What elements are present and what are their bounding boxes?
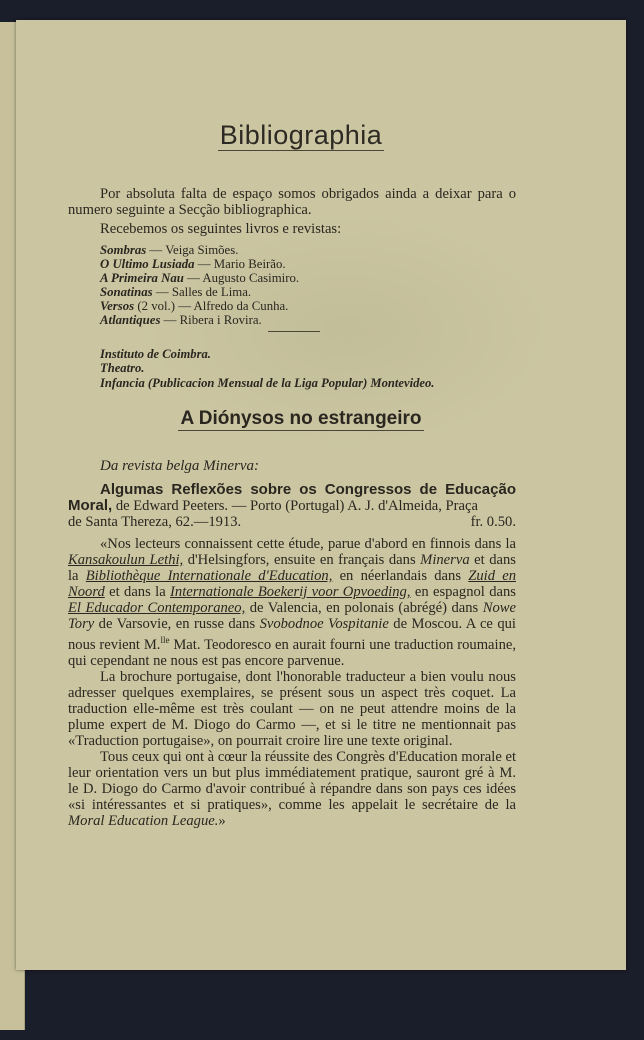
review-paragraph-3: Tous ceux qui ont à cœur la réussite des Congrès d'Education morale et leur orientation vers un but plus immédiatement pratique, sauront gré à M. le D. Diogo do Carmo d'avoir contribué à répandre dans son pays ces idées «si intéressantes et si pratiques», comme les appelait le secrétaire de la Moral Education League.» [68, 748, 516, 829]
book-entry: Sonatinas — Salles de Lima. [100, 285, 252, 299]
review-paragraph-2: La brochure portugaise, dont l'honorable traducteur a bien voulu nous adresser quelques exemplaires, se présent sous un aspect très coquet. La traduction elle-même est très coulant — on ne peut attendre moins de la plume expert de M. Diogo do Carmo —, et si le titre ne mentionnait pas «Traduction portugaise», on pourrait croire lire une texte original. [68, 668, 516, 749]
book-entry: Versos (2 vol.) — Alfredo da Cunha. [100, 299, 289, 313]
book-entry: O Ultimo Lusiada — Mario Beirão. [100, 257, 286, 271]
review-paragraph-1: «Nos lecteurs connaissent cette étude, parue d'abord en finnois dans la Kansakoulun Lethi, d'Helsingfors, ensuite en français dans Minerva et dans la Bibliothèque Internationale d'Education, en néerlandais dans Zuid en Noord et dans la Internationale Boekerij voor Opvoeding, en espagnol dans El Educador Contemporaneo, de Valencia, en polonais (abrégé) dans Nowe Tory de Varsovie, en russe dans Svobodnoe Vospitanie de Moscou. A ce qui nous revient M.$^{lle}$ Mat. Teodoresco en aurait fourni une traduction roumaine, qui cependant ne nous est pas encore parvenue. [68, 536, 516, 669]
article-publication-line [68, 514, 516, 530]
article-title: Algumas Reflexões sobre os Congressos de Educação Moral, [68, 481, 516, 514]
journal-entry: Instituto de Coimbra. [100, 347, 211, 361]
bibliographia-heading: Bibliographia [219, 120, 383, 150]
review-article [68, 482, 516, 829]
source-line: Da revista belga Minerva: [100, 458, 259, 474]
article-address: de Santa Thereza, 62.—1913. [68, 514, 242, 530]
article-header [68, 482, 516, 514]
book-entry: Sombras — Veiga Simões. [100, 243, 239, 257]
book-entry: A Primeira Nau — Augusto Casimiro. [100, 271, 300, 285]
book-list [100, 243, 299, 327]
dionysos-heading: A Diónysos no estrangeiro [180, 408, 422, 429]
intro-paragraph: Por absoluta falta de espaço somos obrigados ainda a deixar para o numero seguinte a Secção bibliographica. [68, 186, 516, 218]
journal-entry: Infancia (Publicacion Mensual de la Liga Popular) Montevideo. [100, 375, 435, 390]
journal-list [100, 347, 434, 390]
article-price: fr. 0.50. [470, 514, 516, 530]
section-divider [268, 331, 320, 332]
article-meta: de Edward Peeters. — Porto (Portugal) A. J. d'Almeida, Praça [112, 498, 478, 514]
book-entry: Atlantiques — Ribera i Rovira. [100, 313, 262, 327]
document-page [16, 20, 626, 970]
journal-entry: Theatro. [100, 361, 145, 376]
received-line: Recebemos os seguintes livros e revistas: [100, 221, 342, 237]
